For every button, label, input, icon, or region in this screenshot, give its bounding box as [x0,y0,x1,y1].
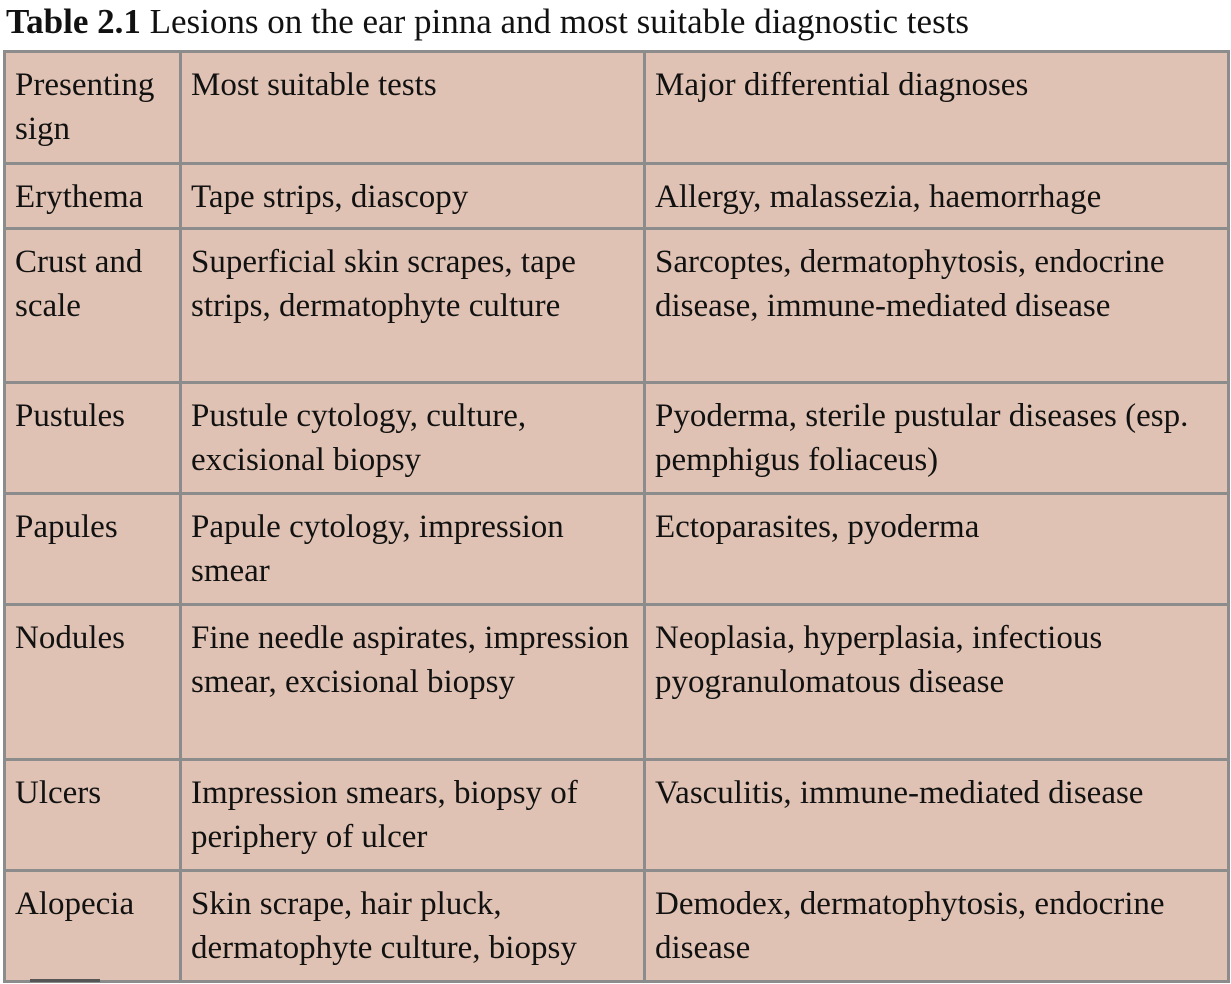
cell-most-suitable-tests: Impression smears, biopsy of periphery of ulcer [181,760,645,871]
cell-presenting-sign: Erythema [5,164,181,229]
cell-differential-diagnoses: Ectoparasites, pyoderma [645,494,1229,605]
table-row [5,383,1229,494]
cell-most-suitable-tests: Skin scrape, hair pluck, dermatophyte culture, biopsy [181,871,645,982]
header-cell-major-differential-diagnoses: Major differential diagnoses [645,52,1229,164]
table-caption-label: Table 2.1 [6,2,141,41]
table-caption-text: Lesions on the ear pinna and most suitable diagnostic tests [149,2,970,41]
cell-differential-diagnoses: Demodex, dermatophytosis, endocrine disease [645,871,1229,982]
cell-most-suitable-tests: Pustule cytology, culture, excisional biopsy [181,383,645,494]
lesions-table [3,50,1230,983]
header-cell-presenting-sign: Presenting sign [5,52,181,164]
table-row [5,164,1229,229]
cell-most-suitable-tests: Tape strips, diascopy [181,164,645,229]
cell-differential-diagnoses: Pyoderma, sterile pustular diseases (esp. pemphigus foliaceus) [645,383,1229,494]
table-row [5,760,1229,871]
cell-differential-diagnoses: Neoplasia, hyperplasia, infectious pyogranulomatous disease [645,605,1229,760]
header-cell-most-suitable-tests: Most suitable tests [181,52,645,164]
cell-most-suitable-tests: Superficial skin scrapes, tape strips, dermatophyte culture [181,229,645,383]
cell-differential-diagnoses: Sarcoptes, dermatophytosis, endocrine disease, immune-mediated disease [645,229,1229,383]
cell-differential-diagnoses: Allergy, malassezia, haemorrhage [645,164,1229,229]
cell-presenting-sign: Papules [5,494,181,605]
table-row [5,494,1229,605]
table-row [5,229,1229,383]
cell-most-suitable-tests: Fine needle aspirates, impression smear, excisional biopsy [181,605,645,760]
cell-presenting-sign: Pustules [5,383,181,494]
cell-most-suitable-tests: Papule cytology, impression smear [181,494,645,605]
page-divider [30,979,100,982]
header-row [5,52,1229,164]
cell-presenting-sign: Nodules [5,605,181,760]
cell-differential-diagnoses: Vasculitis, immune-mediated disease [645,760,1229,871]
cell-presenting-sign: Ulcers [5,760,181,871]
cell-presenting-sign: Crust and scale [5,229,181,383]
table-row [5,605,1229,760]
table-row [5,871,1229,982]
cell-presenting-sign: Alopecia [5,871,181,982]
table-caption [6,0,969,46]
